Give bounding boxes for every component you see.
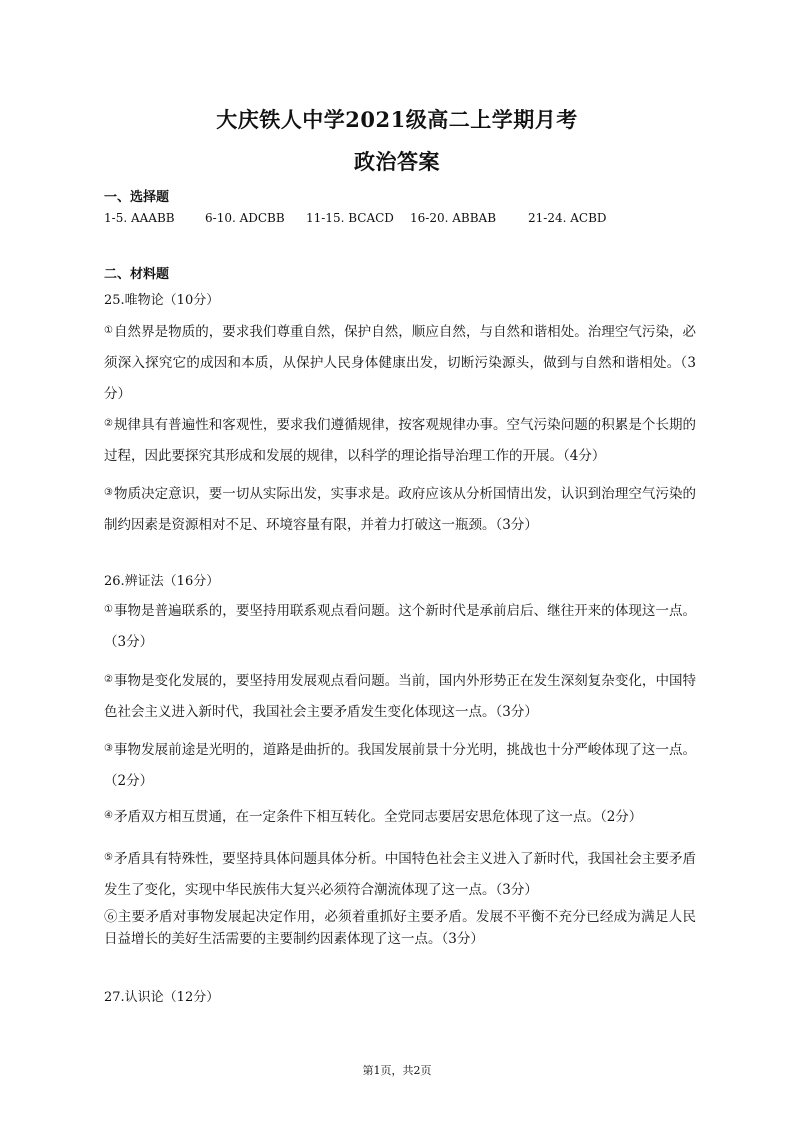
document-subtitle: 政治答案 (354, 149, 440, 174)
item-marker: ① (104, 325, 114, 336)
question-26-heading: 26.辨证法（16分） (104, 574, 220, 589)
item-marker: ③ (104, 743, 114, 754)
item-text: 事物是普遍联系的，要坚持用联系观点看问题。这个新时代是承前启后、继往开来的体现这一点。（3分） (104, 603, 697, 650)
answer-group: 11-15. BCACD (306, 211, 394, 225)
item-marker: ③ (104, 487, 114, 498)
q26-answer-item (104, 800, 696, 833)
question-27-heading: 27.认识论（12分） (104, 990, 220, 1005)
answer-key-row (104, 211, 704, 225)
item-text: 主要矛盾对事物发展起决定作用，必须着重抓好主要矛盾。发展不平衡不充分已经成为满足人民日益增长的美好生活需要的主要制约因素体现了这一点。（3分） (104, 909, 697, 947)
answer-group: 21-24. ACBD (528, 211, 607, 225)
q26-answer-item (104, 733, 696, 797)
section-heading-choice: 一、选择题 (104, 190, 170, 205)
answer-group: 16-20. ABBAB (410, 211, 497, 225)
question-25-heading: 25.唯物论（10分） (104, 293, 220, 308)
item-marker: ⑤ (104, 852, 114, 863)
q26-answer-item (104, 594, 696, 658)
item-marker: ① (104, 604, 114, 615)
answer-group: 1-5. AAABB (104, 211, 175, 225)
item-marker: ② (104, 674, 114, 685)
item-text: 矛盾双方相互贯通，在一定条件下相互转化。全党同志要居安思危体现了这一点。（2分） (113, 809, 643, 825)
answer-group: 6-10. ADCBB (205, 211, 285, 225)
q26-answer-item (104, 906, 696, 950)
item-text: 事物发展前途是光明的，道路是曲折的。我国发展前景十分光明，挑战也十分严峻体现了这一点。（2分） (104, 742, 697, 789)
item-marker: ⑥ (104, 909, 118, 925)
item-text: 自然界是物质的，要求我们尊重自然，保护自然，顺应自然，与自然和谐相处。治理空气污染，必须深入探究它的成因和本质，从保护人民身体健康出发，切断污染源头，做到与自然和谐相处。（3分） (104, 324, 697, 402)
q25-answer-item (104, 408, 696, 472)
q25-answer-item (104, 477, 696, 541)
item-text: 事物是变化发展的，要坚持用发展观点看问题。当前，国内外形势正在发生深刻复杂变化，中国特色社会主义进入新时代，我国社会主要矛盾发生变化体现这一点。（3分） (104, 673, 697, 720)
item-marker: ④ (104, 810, 113, 821)
q26-answer-item (104, 842, 696, 906)
item-text: 规律具有普遍性和客观性，要求我们遵循规律，按客观规律办事。空气污染问题的积累是个长期的过程，因此要探究其形成和发展的规律，以科学的理论指导治理工作的开展。（4分） (104, 417, 697, 464)
document-title: 大庆铁人中学2021级高二上学期月考 (216, 107, 578, 132)
item-marker: ② (104, 418, 114, 429)
page-number: 第1页，共2页 (362, 1064, 432, 1077)
item-text: 物质决定意识，要一切从实际出发，实事求是。政府应该从分析国情出发，认识到治理空气污染的制约因素是资源相对不足、环境容量有限，并着力打破这一瓶颈。（3分） (104, 486, 697, 533)
section-heading-material: 二、材料题 (104, 267, 170, 282)
item-text: 矛盾具有特殊性，要坚持具体问题具体分析。中国特色社会主义进入了新时代，我国社会主要矛盾发生了变化，实现中华民族伟大复兴必须符合潮流体现了这一点。（3分） (104, 851, 697, 898)
q25-answer-item (104, 315, 696, 410)
q26-answer-item (104, 664, 696, 728)
